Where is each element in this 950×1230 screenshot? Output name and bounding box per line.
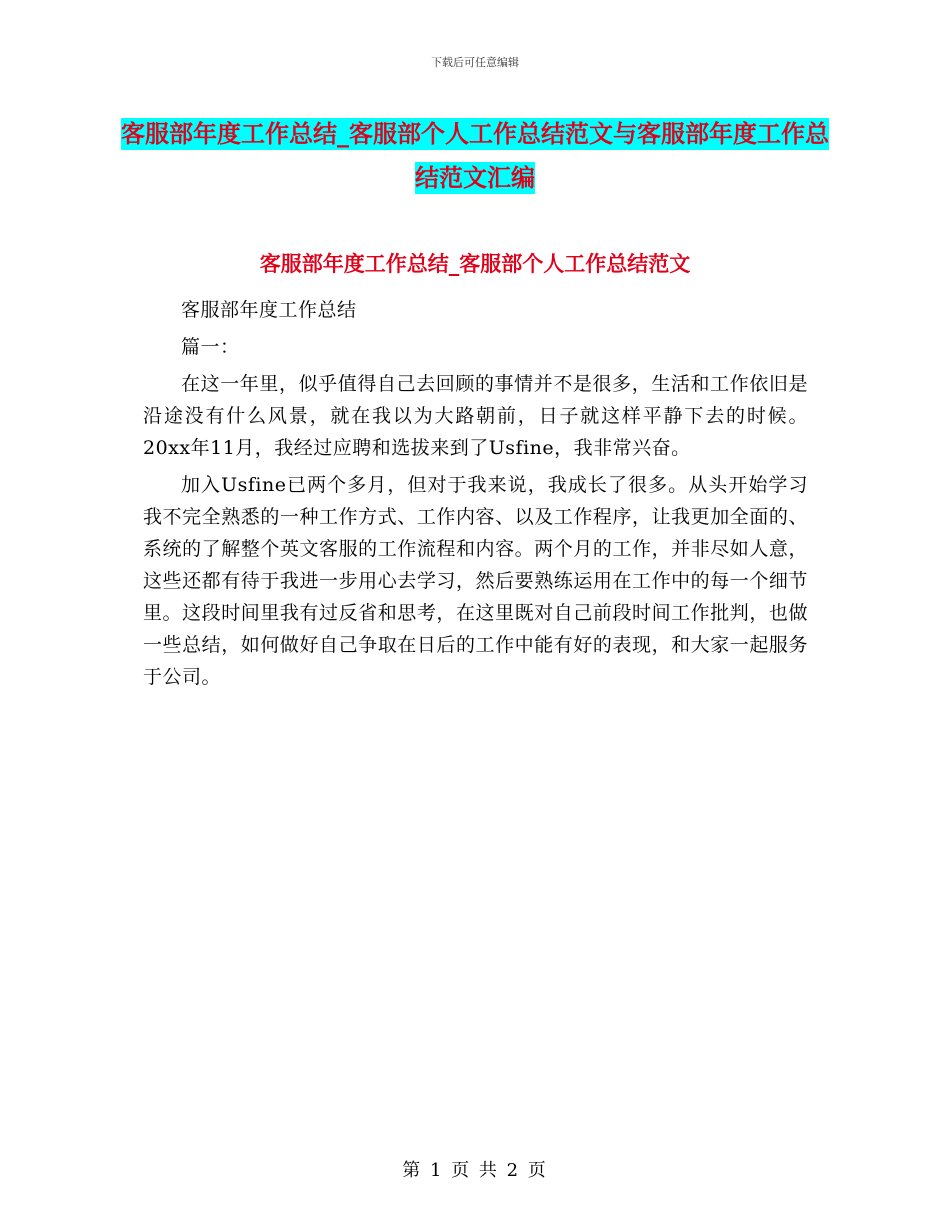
document-title: [120, 112, 830, 200]
paragraph-section-label: 篇一：: [181, 336, 240, 358]
paragraph: 在这一年里，似乎值得自己去回顾的事情并不是很多，生活和工作依旧是沿途没有什么风景，就在我以为大路朝前，日子就这样平静下去的时候。20xx年11月，我经过应聘和选拔来到了Usfine，我非常兴奋。: [143, 373, 808, 459]
paragraph: 加入Usfine已两个多月，但对于我来说，我成长了很多。从头开始学习我不完全熟悉的一种工作方式、工作内容、以及工作程序，让我更加全面的、系统的了解整个英文客服的工作流程和内容。两个月的工作，并非尽如人意，这些还都有待于我进一步用心去学习，然后要熟练运用在工作中的每一个细节里。这段时间里我有过反省和思考，在这里既对自己前段时间工作批判，也做一些总结，如何做好自己争取在日后的工作中能有好的表现，和大家一起服务于公司。: [143, 474, 808, 688]
document-subtitle: 客服部年度工作总结_客服部个人工作总结范文: [259, 252, 691, 276]
header-note: 下载后可任意编辑: [431, 56, 519, 69]
paragraph-heading: 客服部年度工作总结: [181, 299, 357, 321]
document-title-text: 客服部年度工作总结_客服部个人工作总结范文与客服部年度工作总结范文汇编: [121, 120, 829, 192]
document-body: [143, 294, 808, 698]
page-indicator: 第 1 页 共 2 页: [402, 1160, 548, 1181]
